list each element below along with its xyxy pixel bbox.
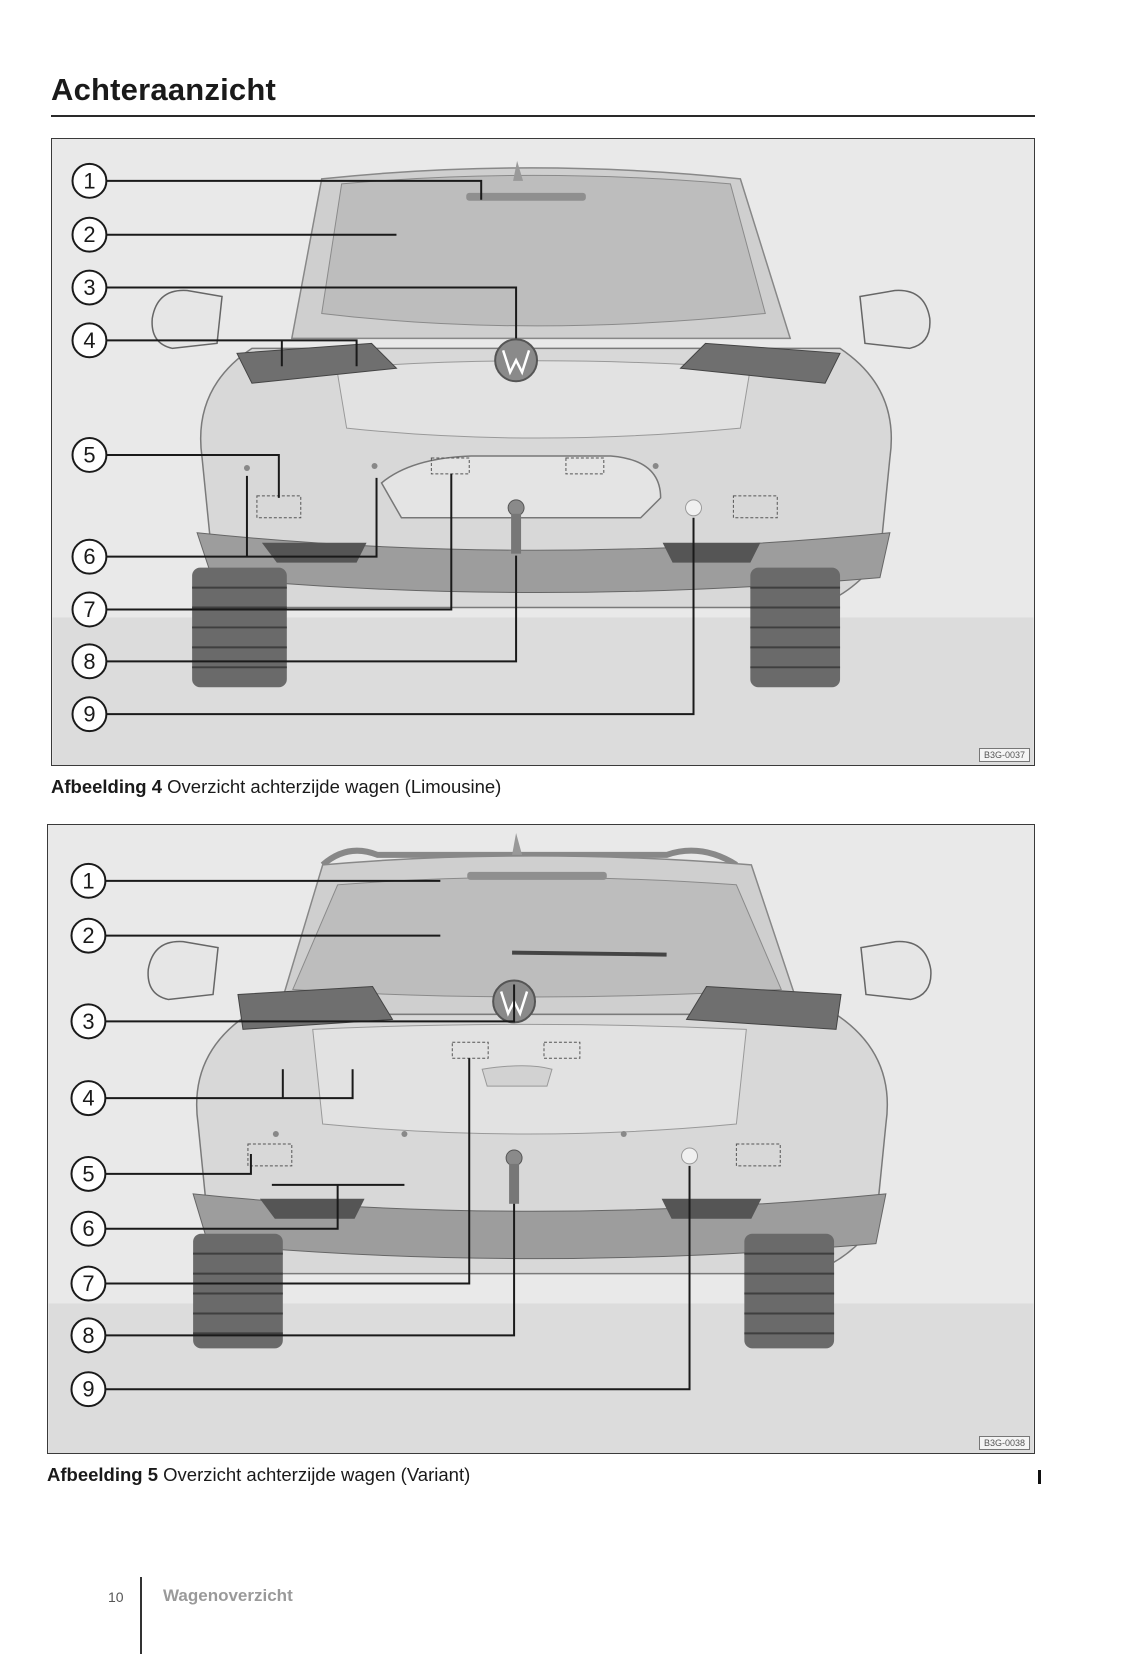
car-rear-illustration-limousine: [52, 139, 1034, 765]
callout-7: 7: [83, 596, 96, 622]
figure-limousine: [51, 138, 1035, 766]
callout-3: 3: [83, 275, 96, 301]
callout-2: 2: [83, 222, 96, 248]
callout-4: 4: [83, 327, 96, 353]
callout-3: 3: [82, 1008, 95, 1034]
callout-6: 6: [82, 1216, 95, 1242]
page-number: 10: [108, 1589, 124, 1605]
callout-4: 4: [82, 1085, 95, 1111]
footer-divider: [140, 1577, 142, 1654]
callout-9: 9: [82, 1376, 95, 1402]
callout-5: 5: [82, 1161, 95, 1187]
title-rule: [51, 115, 1035, 117]
callout-2: 2: [82, 923, 95, 949]
figure-code: B3G-0038: [979, 1436, 1030, 1450]
caption-text: Overzicht achterzijde wagen (Limousine): [167, 776, 502, 797]
callout-6: 6: [83, 544, 96, 570]
callout-1: 1: [83, 168, 96, 194]
callout-5: 5: [83, 442, 96, 468]
callout-8: 8: [82, 1322, 95, 1348]
callout-1: 1: [82, 868, 95, 894]
caption-label: Afbeelding 5: [47, 1464, 159, 1485]
section-end-marker: [1038, 1470, 1041, 1484]
figure-variant: [47, 824, 1035, 1454]
caption-label: Afbeelding 4: [51, 776, 163, 797]
figure-caption: [51, 776, 501, 798]
car-rear-illustration-variant: [48, 825, 1034, 1453]
page-title: Achteraanzicht: [51, 72, 277, 107]
figure-caption: [47, 1464, 470, 1486]
callout-8: 8: [83, 648, 96, 674]
section-name: Wagenoverzicht: [163, 1586, 293, 1605]
caption-text: Overzicht achterzijde wagen (Variant): [163, 1464, 471, 1485]
figure-code: B3G-0037: [979, 748, 1030, 762]
callout-7: 7: [82, 1271, 95, 1297]
callout-9: 9: [83, 701, 96, 727]
